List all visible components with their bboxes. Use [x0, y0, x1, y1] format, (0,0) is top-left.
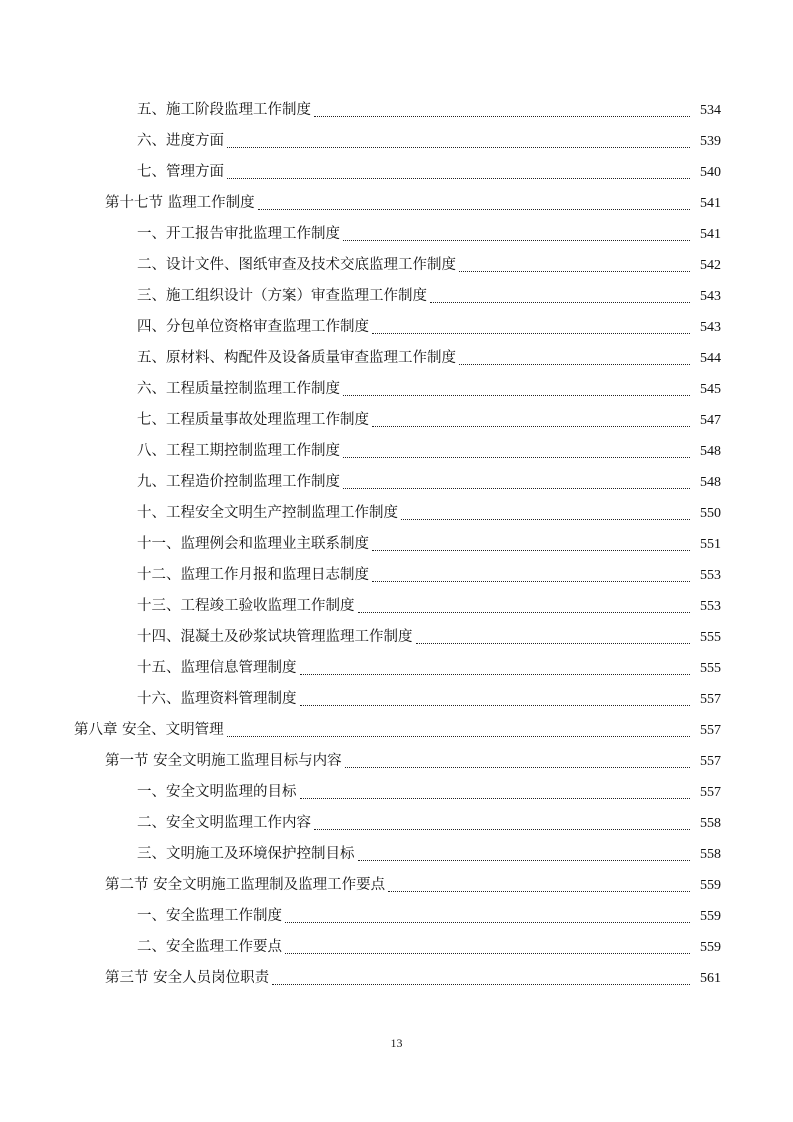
toc-entry[interactable]	[0, 622, 793, 653]
toc-entry[interactable]	[0, 746, 793, 777]
toc-entry[interactable]	[0, 95, 793, 126]
toc-entry[interactable]	[0, 250, 793, 281]
toc-entry[interactable]	[0, 963, 793, 994]
dot-leader	[343, 488, 690, 489]
dot-leader	[459, 364, 690, 365]
toc-entry-page: 561	[700, 971, 721, 986]
toc-entry-page: 542	[700, 258, 721, 273]
dot-leader	[343, 395, 690, 396]
dot-leader	[459, 271, 690, 272]
toc-entry-title: 四、分包单位资格审查监理工作制度	[137, 319, 369, 335]
toc-entry-title: 十一、监理例会和监理业主联系制度	[137, 536, 369, 552]
toc-entry-page: 555	[700, 661, 721, 676]
toc-entry[interactable]	[0, 157, 793, 188]
dot-leader	[345, 767, 690, 768]
toc-entry-page: 548	[700, 475, 721, 490]
toc-entry[interactable]	[0, 684, 793, 715]
dot-leader	[430, 302, 690, 303]
toc-entry[interactable]	[0, 901, 793, 932]
dot-leader	[343, 240, 690, 241]
toc-entry[interactable]	[0, 188, 793, 219]
dot-leader	[401, 519, 690, 520]
toc-entry-title: 十、工程安全文明生产控制监理工作制度	[137, 505, 398, 521]
dot-leader	[314, 829, 690, 830]
toc-entry[interactable]	[0, 467, 793, 498]
dot-leader	[285, 922, 690, 923]
dot-leader	[227, 736, 690, 737]
dot-leader	[372, 426, 690, 427]
dot-leader	[227, 178, 690, 179]
toc-entry-title: 二、安全文明监理工作内容	[137, 815, 311, 831]
toc-entry-page: 541	[700, 196, 721, 211]
toc-entry-page: 544	[700, 351, 721, 366]
toc-entry-title: 五、原材料、构配件及设备质量审查监理工作制度	[137, 350, 456, 366]
dot-leader	[300, 798, 691, 799]
toc-entry-title: 二、设计文件、图纸审查及技术交底监理工作制度	[137, 257, 456, 273]
table-of-contents	[0, 95, 793, 994]
dot-leader	[300, 674, 691, 675]
toc-entry-page: 540	[700, 165, 721, 180]
toc-entry-page: 559	[700, 878, 721, 893]
toc-entry-title: 十四、混凝土及砂浆试块管理监理工作制度	[137, 629, 413, 645]
dot-leader	[272, 984, 690, 985]
toc-entry-title: 六、进度方面	[137, 133, 224, 149]
toc-entry-title: 三、文明施工及环境保护控制目标	[137, 846, 355, 862]
toc-entry-page: 548	[700, 444, 721, 459]
toc-entry-page: 547	[700, 413, 721, 428]
toc-entry[interactable]	[0, 529, 793, 560]
toc-entry[interactable]	[0, 777, 793, 808]
dot-leader	[372, 550, 690, 551]
dot-leader	[358, 612, 691, 613]
toc-entry-title: 第三节 安全人员岗位职责	[105, 970, 270, 986]
toc-entry-page: 553	[700, 568, 721, 583]
toc-entry-page: 558	[700, 816, 721, 831]
toc-entry[interactable]	[0, 436, 793, 467]
dot-leader	[416, 643, 691, 644]
toc-entry-title: 第一节 安全文明施工监理目标与内容	[105, 753, 342, 769]
dot-leader	[300, 705, 691, 706]
dot-leader	[227, 147, 690, 148]
toc-entry-title: 第二节 安全文明施工监理制及监理工作要点	[105, 877, 386, 893]
toc-entry[interactable]	[0, 870, 793, 901]
toc-entry-page: 559	[700, 909, 721, 924]
toc-entry[interactable]	[0, 405, 793, 436]
toc-entry-page: 545	[700, 382, 721, 397]
toc-entry[interactable]	[0, 808, 793, 839]
toc-entry-title: 十六、监理资料管理制度	[137, 691, 297, 707]
toc-entry[interactable]	[0, 715, 793, 746]
dot-leader	[285, 953, 690, 954]
toc-entry[interactable]	[0, 219, 793, 250]
page-number: 13	[390, 1036, 403, 1050]
toc-entry-title: 一、安全监理工作制度	[137, 908, 282, 924]
toc-entry-title: 六、工程质量控制监理工作制度	[137, 381, 340, 397]
toc-entry-title: 七、管理方面	[137, 164, 224, 180]
dot-leader	[388, 891, 690, 892]
toc-entry-title: 十二、监理工作月报和监理日志制度	[137, 567, 369, 583]
toc-entry-page: 557	[700, 754, 721, 769]
dot-leader	[372, 333, 690, 334]
toc-entry-title: 十五、监理信息管理制度	[137, 660, 297, 676]
toc-entry-title: 八、工程工期控制监理工作制度	[137, 443, 340, 459]
toc-entry[interactable]	[0, 374, 793, 405]
toc-entry[interactable]	[0, 653, 793, 684]
toc-entry-title: 二、安全监理工作要点	[137, 939, 282, 955]
dot-leader	[314, 116, 690, 117]
toc-entry[interactable]	[0, 498, 793, 529]
toc-entry-title: 一、开工报告审批监理工作制度	[137, 226, 340, 242]
toc-entry-page: 543	[700, 289, 721, 304]
toc-entry-page: 557	[700, 692, 721, 707]
toc-entry[interactable]	[0, 126, 793, 157]
dot-leader	[258, 209, 690, 210]
toc-entry[interactable]	[0, 560, 793, 591]
toc-entry[interactable]	[0, 343, 793, 374]
toc-entry-page: 555	[700, 630, 721, 645]
toc-entry-page: 558	[700, 847, 721, 862]
toc-entry-title: 三、施工组织设计（方案）审查监理工作制度	[137, 288, 427, 304]
toc-entry[interactable]	[0, 591, 793, 622]
toc-entry[interactable]	[0, 281, 793, 312]
toc-entry-page: 557	[700, 785, 721, 800]
toc-entry-page: 559	[700, 940, 721, 955]
toc-entry-page: 551	[700, 537, 721, 552]
toc-entry-page: 553	[700, 599, 721, 614]
toc-entry[interactable]	[0, 932, 793, 963]
toc-entry-page: 539	[700, 134, 721, 149]
toc-entry-page: 550	[700, 506, 721, 521]
dot-leader	[358, 860, 691, 861]
toc-entry-page: 541	[700, 227, 721, 242]
toc-entry-title: 十三、工程竣工验收监理工作制度	[137, 598, 355, 614]
toc-entry-title: 九、工程造价控制监理工作制度	[137, 474, 340, 490]
toc-entry[interactable]	[0, 839, 793, 870]
dot-leader	[343, 457, 690, 458]
toc-entry-title: 第八章 安全、文明管理	[74, 722, 224, 738]
toc-entry-page: 557	[700, 723, 721, 738]
toc-entry-title: 第十七节 监理工作制度	[105, 195, 255, 211]
toc-entry-title: 一、安全文明监理的目标	[137, 784, 297, 800]
dot-leader	[372, 581, 690, 582]
toc-entry-page: 534	[700, 103, 721, 118]
toc-entry[interactable]	[0, 312, 793, 343]
toc-entry-page: 543	[700, 320, 721, 335]
toc-entry-title: 五、施工阶段监理工作制度	[137, 102, 311, 118]
toc-entry-title: 七、工程质量事故处理监理工作制度	[137, 412, 369, 428]
